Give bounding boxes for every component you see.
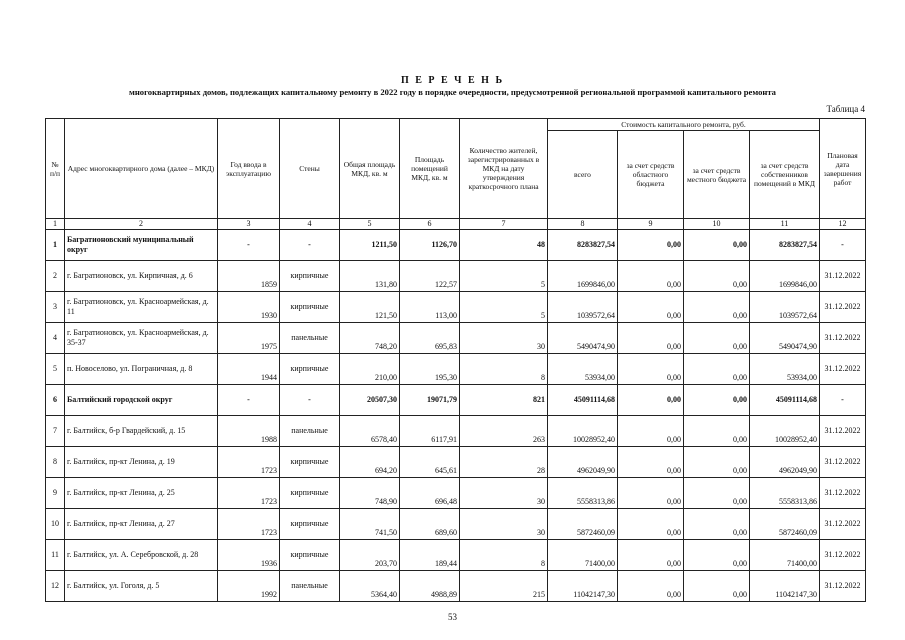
table-row — [46, 447, 866, 478]
row-cost-regional: 0,00 — [618, 261, 684, 292]
row-rooms-area: 19071,79 — [400, 385, 460, 416]
row-cost-regional: 0,00 — [618, 447, 684, 478]
row-cost-owners: 1039572,64 — [750, 292, 820, 323]
table-row — [46, 261, 866, 292]
table-row — [46, 230, 866, 261]
row-address: г. Багратионовск, ул. Красноармейская, д. 11 — [65, 292, 218, 323]
header-year: Год ввода в эксплуатацию — [218, 119, 280, 219]
row-total-area: 5364,40 — [340, 571, 400, 602]
row-residents: 8 — [460, 540, 548, 571]
row-walls: кирпичные — [280, 478, 340, 509]
row-number: 3 — [46, 292, 65, 323]
row-rooms-area: 645,61 — [400, 447, 460, 478]
row-walls: кирпичные — [280, 540, 340, 571]
row-year: - — [218, 230, 280, 261]
row-total-area: 121,50 — [340, 292, 400, 323]
row-walls: панельные — [280, 416, 340, 447]
row-residents: 5 — [460, 292, 548, 323]
row-cost-owners: 8283827,54 — [750, 230, 820, 261]
row-residents: 30 — [460, 478, 548, 509]
row-cost-owners: 1699846,00 — [750, 261, 820, 292]
row-walls: - — [280, 230, 340, 261]
row-total-area: 1211,50 — [340, 230, 400, 261]
row-number: 10 — [46, 509, 65, 540]
row-year: 1723 — [218, 447, 280, 478]
row-cost-local: 0,00 — [684, 292, 750, 323]
table-row — [46, 292, 866, 323]
row-walls: - — [280, 385, 340, 416]
header-planned-date: Плановая дата завершения работ — [820, 119, 866, 219]
row-cost-owners: 11042147,30 — [750, 571, 820, 602]
row-total-area: 131,80 — [340, 261, 400, 292]
row-cost-regional: 0,00 — [618, 230, 684, 261]
row-total-area: 741,50 — [340, 509, 400, 540]
row-total-area: 6578,40 — [340, 416, 400, 447]
row-number: 1 — [46, 230, 65, 261]
row-year: 1936 — [218, 540, 280, 571]
row-total-area: 748,90 — [340, 478, 400, 509]
row-cost-local: 0,00 — [684, 354, 750, 385]
row-walls: кирпичные — [280, 292, 340, 323]
column-number: 7 — [460, 219, 548, 230]
row-rooms-area: 122,57 — [400, 261, 460, 292]
column-number: 5 — [340, 219, 400, 230]
row-residents: 5 — [460, 261, 548, 292]
column-number: 9 — [618, 219, 684, 230]
row-cost-regional: 0,00 — [618, 571, 684, 602]
row-year: 1723 — [218, 478, 280, 509]
row-rooms-area: 189,44 — [400, 540, 460, 571]
row-cost-total: 1699846,00 — [548, 261, 618, 292]
row-year: 1723 — [218, 509, 280, 540]
header-address: Адрес многоквартирного дома (далее – МКД) — [65, 119, 218, 219]
row-planned-date: 31.12.2022 — [820, 323, 866, 354]
row-address: п. Новоселово, ул. Пограничная, д. 8 — [65, 354, 218, 385]
header-total-area: Общая площадь МКД, кв. м — [340, 119, 400, 219]
row-cost-local: 0,00 — [684, 261, 750, 292]
row-address: г. Балтийск, ул. Гоголя, д. 5 — [65, 571, 218, 602]
row-planned-date: - — [820, 230, 866, 261]
row-cost-local: 0,00 — [684, 323, 750, 354]
row-cost-owners: 53934,00 — [750, 354, 820, 385]
header-rooms-area: Площадь помещений МКД, кв. м — [400, 119, 460, 219]
row-cost-regional: 0,00 — [618, 323, 684, 354]
row-cost-local: 0,00 — [684, 571, 750, 602]
table-body — [46, 230, 866, 602]
row-year: 1975 — [218, 323, 280, 354]
row-number: 6 — [46, 385, 65, 416]
row-cost-regional: 0,00 — [618, 385, 684, 416]
row-cost-local: 0,00 — [684, 478, 750, 509]
row-year: 1930 — [218, 292, 280, 323]
row-cost-total: 10028952,40 — [548, 416, 618, 447]
row-address: г. Балтийск, ул. А. Серебровской, д. 28 — [65, 540, 218, 571]
row-rooms-area: 6117,91 — [400, 416, 460, 447]
column-number: 10 — [684, 219, 750, 230]
table-row — [46, 478, 866, 509]
row-planned-date: 31.12.2022 — [820, 447, 866, 478]
table-label: Таблица 4 — [826, 104, 865, 114]
row-cost-owners: 45091114,68 — [750, 385, 820, 416]
row-year: - — [218, 385, 280, 416]
row-cost-regional: 0,00 — [618, 292, 684, 323]
row-cost-regional: 0,00 — [618, 354, 684, 385]
row-cost-total: 1039572,64 — [548, 292, 618, 323]
row-cost-total: 5490474,90 — [548, 323, 618, 354]
row-cost-local: 0,00 — [684, 385, 750, 416]
column-number: 8 — [548, 219, 618, 230]
column-number: 6 — [400, 219, 460, 230]
column-number: 12 — [820, 219, 866, 230]
row-planned-date: 31.12.2022 — [820, 571, 866, 602]
column-number: 2 — [65, 219, 218, 230]
row-address: г. Багратионовск, ул. Красноармейская, д. 35-37 — [65, 323, 218, 354]
row-planned-date: 31.12.2022 — [820, 261, 866, 292]
row-cost-local: 0,00 — [684, 509, 750, 540]
row-residents: 821 — [460, 385, 548, 416]
row-residents: 215 — [460, 571, 548, 602]
row-cost-owners: 71400,00 — [750, 540, 820, 571]
row-cost-local: 0,00 — [684, 416, 750, 447]
row-residents: 48 — [460, 230, 548, 261]
header-cost-group: Стоимость капитального ремонта, руб. — [548, 119, 820, 131]
document-title: П Е Р Е Ч Е Н Ь — [400, 75, 505, 86]
row-total-area: 20507,30 — [340, 385, 400, 416]
row-address: Балтийский городской округ — [65, 385, 218, 416]
row-residents: 30 — [460, 323, 548, 354]
row-rooms-area: 695,83 — [400, 323, 460, 354]
row-year: 1944 — [218, 354, 280, 385]
row-number: 8 — [46, 447, 65, 478]
row-number: 4 — [46, 323, 65, 354]
row-total-area: 203,70 — [340, 540, 400, 571]
row-residents: 30 — [460, 509, 548, 540]
row-year: 1988 — [218, 416, 280, 447]
row-rooms-area: 1126,70 — [400, 230, 460, 261]
row-cost-owners: 4962049,90 — [750, 447, 820, 478]
row-cost-local: 0,00 — [684, 540, 750, 571]
row-rooms-area: 689,60 — [400, 509, 460, 540]
row-cost-regional: 0,00 — [618, 478, 684, 509]
row-cost-total: 45091114,68 — [548, 385, 618, 416]
header-local: за счет средств местного бюджета — [684, 131, 750, 219]
row-number: 5 — [46, 354, 65, 385]
row-address: Багратионовский муниципальный округ — [65, 230, 218, 261]
row-number: 11 — [46, 540, 65, 571]
row-cost-regional: 0,00 — [618, 416, 684, 447]
document-subtitle: многоквартирных домов, подлежащих капитальному ремонту в 2022 году в порядке очередности, предусмотренной региональной программой капитального ремонта — [129, 87, 776, 97]
row-address: г. Багратионовск, ул. Кирпичная, д. 6 — [65, 261, 218, 292]
row-number: 12 — [46, 571, 65, 602]
table-row — [46, 571, 866, 602]
row-year: 1859 — [218, 261, 280, 292]
header-no: № п/п — [46, 119, 65, 219]
row-total-area: 694,20 — [340, 447, 400, 478]
row-cost-total: 8283827,54 — [548, 230, 618, 261]
row-walls: кирпичные — [280, 261, 340, 292]
row-residents: 28 — [460, 447, 548, 478]
header-walls: Стены — [280, 119, 340, 219]
row-address: г. Балтийск, б-р Гвардейский, д. 15 — [65, 416, 218, 447]
row-planned-date: 31.12.2022 — [820, 416, 866, 447]
row-planned-date: 31.12.2022 — [820, 478, 866, 509]
table-row — [46, 540, 866, 571]
row-cost-owners: 5558313,86 — [750, 478, 820, 509]
row-cost-owners: 10028952,40 — [750, 416, 820, 447]
row-cost-owners: 5872460,09 — [750, 509, 820, 540]
row-total-area: 210,00 — [340, 354, 400, 385]
table-row — [46, 323, 866, 354]
row-planned-date: 31.12.2022 — [820, 540, 866, 571]
row-number: 9 — [46, 478, 65, 509]
header-owners: за счет средств собственников помещений в МКД — [750, 131, 820, 219]
row-address: г. Балтийск, пр-кт Ленина, д. 27 — [65, 509, 218, 540]
row-cost-local: 0,00 — [684, 447, 750, 478]
page-number: 53 — [448, 612, 457, 622]
row-cost-total: 5872460,09 — [548, 509, 618, 540]
row-planned-date: 31.12.2022 — [820, 292, 866, 323]
row-rooms-area: 4988,89 — [400, 571, 460, 602]
column-number-row — [46, 219, 866, 230]
row-rooms-area: 195,30 — [400, 354, 460, 385]
row-rooms-area: 113,00 — [400, 292, 460, 323]
column-number: 11 — [750, 219, 820, 230]
row-residents: 8 — [460, 354, 548, 385]
row-number: 7 — [46, 416, 65, 447]
row-cost-total: 53934,00 — [548, 354, 618, 385]
row-total-area: 748,20 — [340, 323, 400, 354]
row-walls: кирпичные — [280, 509, 340, 540]
header-total: всего — [548, 131, 618, 219]
row-cost-regional: 0,00 — [618, 540, 684, 571]
row-walls: кирпичные — [280, 354, 340, 385]
row-planned-date: 31.12.2022 — [820, 354, 866, 385]
header-residents: Количество жителей, зарегистрированных в МКД на дату утверждения краткосрочного плана — [460, 119, 548, 219]
column-number: 1 — [46, 219, 65, 230]
row-cost-owners: 5490474,90 — [750, 323, 820, 354]
table-row — [46, 416, 866, 447]
row-cost-regional: 0,00 — [618, 509, 684, 540]
column-number: 4 — [280, 219, 340, 230]
row-residents: 263 — [460, 416, 548, 447]
row-year: 1992 — [218, 571, 280, 602]
row-cost-total: 11042147,30 — [548, 571, 618, 602]
row-rooms-area: 696,48 — [400, 478, 460, 509]
row-walls: панельные — [280, 323, 340, 354]
table-row — [46, 509, 866, 540]
row-planned-date: - — [820, 385, 866, 416]
table-row — [46, 385, 866, 416]
row-cost-local: 0,00 — [684, 230, 750, 261]
row-walls: панельные — [280, 571, 340, 602]
repair-list-table — [45, 118, 866, 602]
row-walls: кирпичные — [280, 447, 340, 478]
column-number: 3 — [218, 219, 280, 230]
row-address: г. Балтийск, пр-кт Ленина, д. 19 — [65, 447, 218, 478]
row-cost-total: 5558313,86 — [548, 478, 618, 509]
header-regional: за счет средств областного бюджета — [618, 131, 684, 219]
row-address: г. Балтийск, пр-кт Ленина, д. 25 — [65, 478, 218, 509]
row-number: 2 — [46, 261, 65, 292]
table-row — [46, 354, 866, 385]
row-planned-date: 31.12.2022 — [820, 509, 866, 540]
row-cost-total: 4962049,90 — [548, 447, 618, 478]
row-cost-total: 71400,00 — [548, 540, 618, 571]
